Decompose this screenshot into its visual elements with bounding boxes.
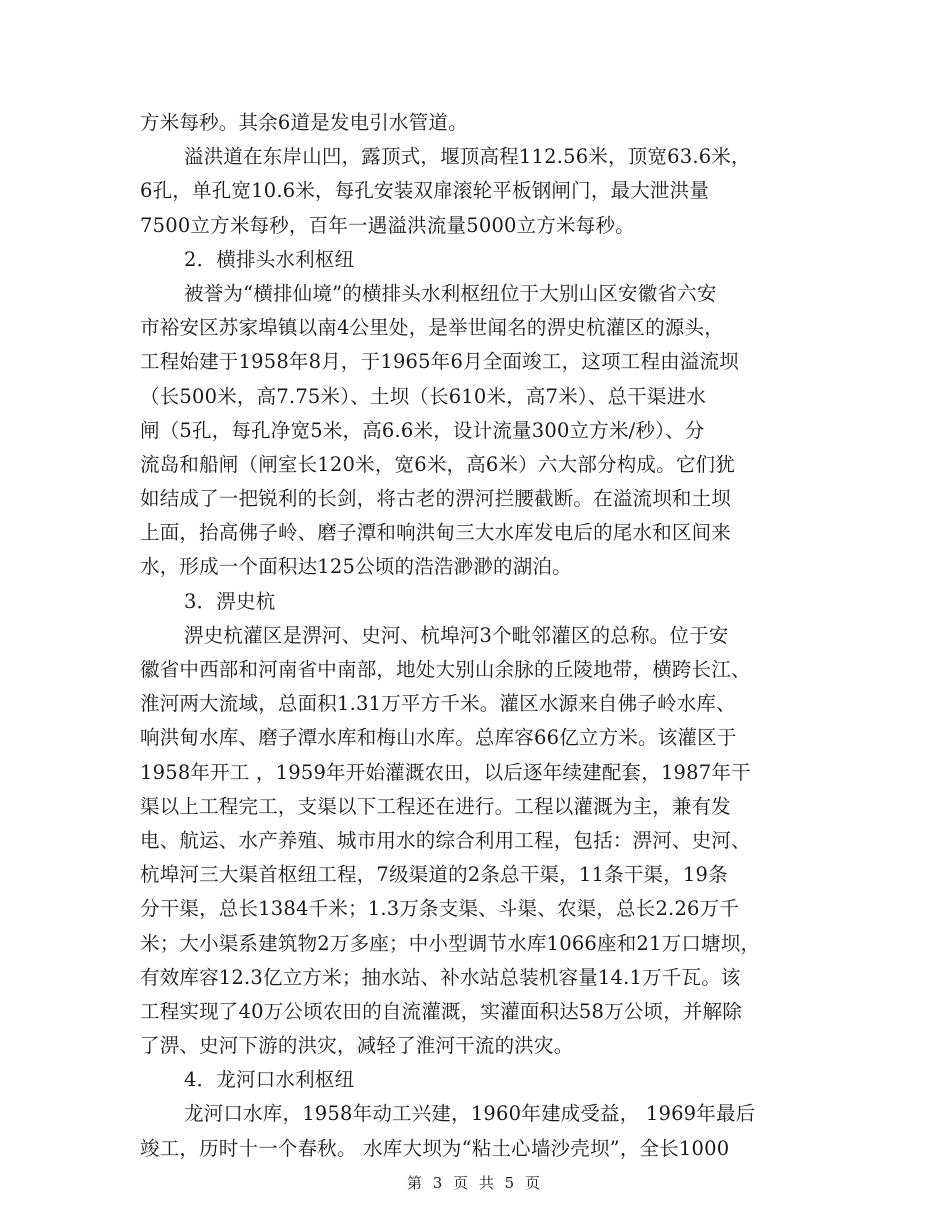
text-line: 7500立方米每秒，百年一遇溢洪流量5000立方米每秒。	[140, 213, 635, 237]
text-line: 6孔，单孔宽10.6米，每孔安装双扉滚轮平板钢闸门，最大泄洪量	[140, 179, 710, 203]
text-line: 米；大小渠系建筑物2万多座；中小型调节水库1066座和21万口塘坝，	[140, 931, 761, 955]
paragraph-start-line: 3．淠史杭	[184, 589, 276, 613]
text-line: 水，形成一个面积达125公顷的浩浩渺渺的湖泊。	[140, 555, 572, 579]
paragraph-start-line: 4．龙河口水利枢纽	[184, 1068, 355, 1092]
text-line: 如结成了一把锐利的长剑，将古老的淠河拦腰截断。在溢流坝和土坝	[140, 487, 732, 511]
paragraph-start-line: 2．横排头水利枢纽	[184, 247, 355, 271]
text-line: 方米每秒。其余6道是发电引水管道。	[140, 111, 468, 134]
document-body	[140, 106, 820, 1166]
text-line: 工程实现了40万公顷农田的自流灌溉，实灌面积达58万公顷，并解除	[140, 999, 743, 1023]
text-line: （长500米，高7.75米）、土坝（长610米，高7米）、总干渠进水	[140, 384, 707, 408]
text-line: 上面，抬高佛子岭、磨子潭和响洪甸三大水库发电后的尾水和区间来	[140, 521, 732, 545]
text-line: 徽省中西部和河南省中南部，地处大别山余脉的丘陵地带，横跨长江、	[140, 658, 751, 681]
text-line: 渠以上工程完工，支渠以下工程还在进行。工程以灌溉为主，兼有发	[140, 794, 732, 818]
text-line: 杭埠河三大渠首枢纽工程，7级渠道的2条总干渠，11条干渠，19条	[140, 863, 728, 887]
text-line: 市裕安区苏家埠镇以南4公里处，是举世闻名的淠史杭灌区的源头，	[140, 316, 724, 340]
text-line: 分干渠，总长1384千米；1.3万条支渠、斗渠、农渠，总长2.26万千	[140, 897, 740, 921]
text-line: 响洪甸水库、磨子潭水库和梅山水库。总库容66亿立方米。该灌区于	[140, 726, 737, 750]
text-line: 电、航运、水产养殖、城市用水的综合利用工程，包括：淠河、史河、	[140, 828, 751, 852]
paragraph-start-line: 龙河口水库，1958年动工兴建，1960年建成受益， 1969年最后	[184, 1102, 756, 1126]
paragraph-start-line: 溢洪道在东岸山凹，露顶式，堰顶高程112.56米，顶宽63.6米，	[184, 145, 751, 169]
text-line: 工程始建于1958年8月，于1965年6月全面竣工，这项工程由溢流坝	[140, 350, 739, 374]
text-line: 1958年开工 ，1959年开始灌溉农田，以后逐年续建配套，1987年干	[140, 760, 751, 784]
text-line: 竣工，历时十一个春秋。 水库大坝为“粘土心墙沙壳坝”，全长1000	[140, 1136, 730, 1160]
text-line: 淮河两大流域，总面积1.31万平方千米。灌区水源来自佛子岭水库、	[140, 692, 736, 716]
text-line: 了淠、史河下游的洪灾，减轻了淮河干流的洪灾。	[140, 1034, 574, 1058]
paragraph-start-line: 淠史杭灌区是淠河、史河、杭埠河3个毗邻灌区的总称。位于安	[184, 623, 729, 647]
text-line: 有效库容12.3亿立方米；抽水站、补水站总装机容量14.1万千瓦。该	[140, 965, 741, 989]
paragraph-start-line: 被誉为“横排仙境”的横排头水利枢纽位于大别山区安徽省六安	[184, 281, 717, 305]
page-footer: 第 3 页 共 5 页	[407, 1174, 543, 1192]
text-line: 闸（5孔，每孔净宽5米，高6.6米，设计流量300立方米/秒）、分	[140, 418, 705, 442]
text-line: 流岛和船闸（闸室长120米，宽6米，高6米）六大部分构成。它们犹	[140, 452, 735, 476]
